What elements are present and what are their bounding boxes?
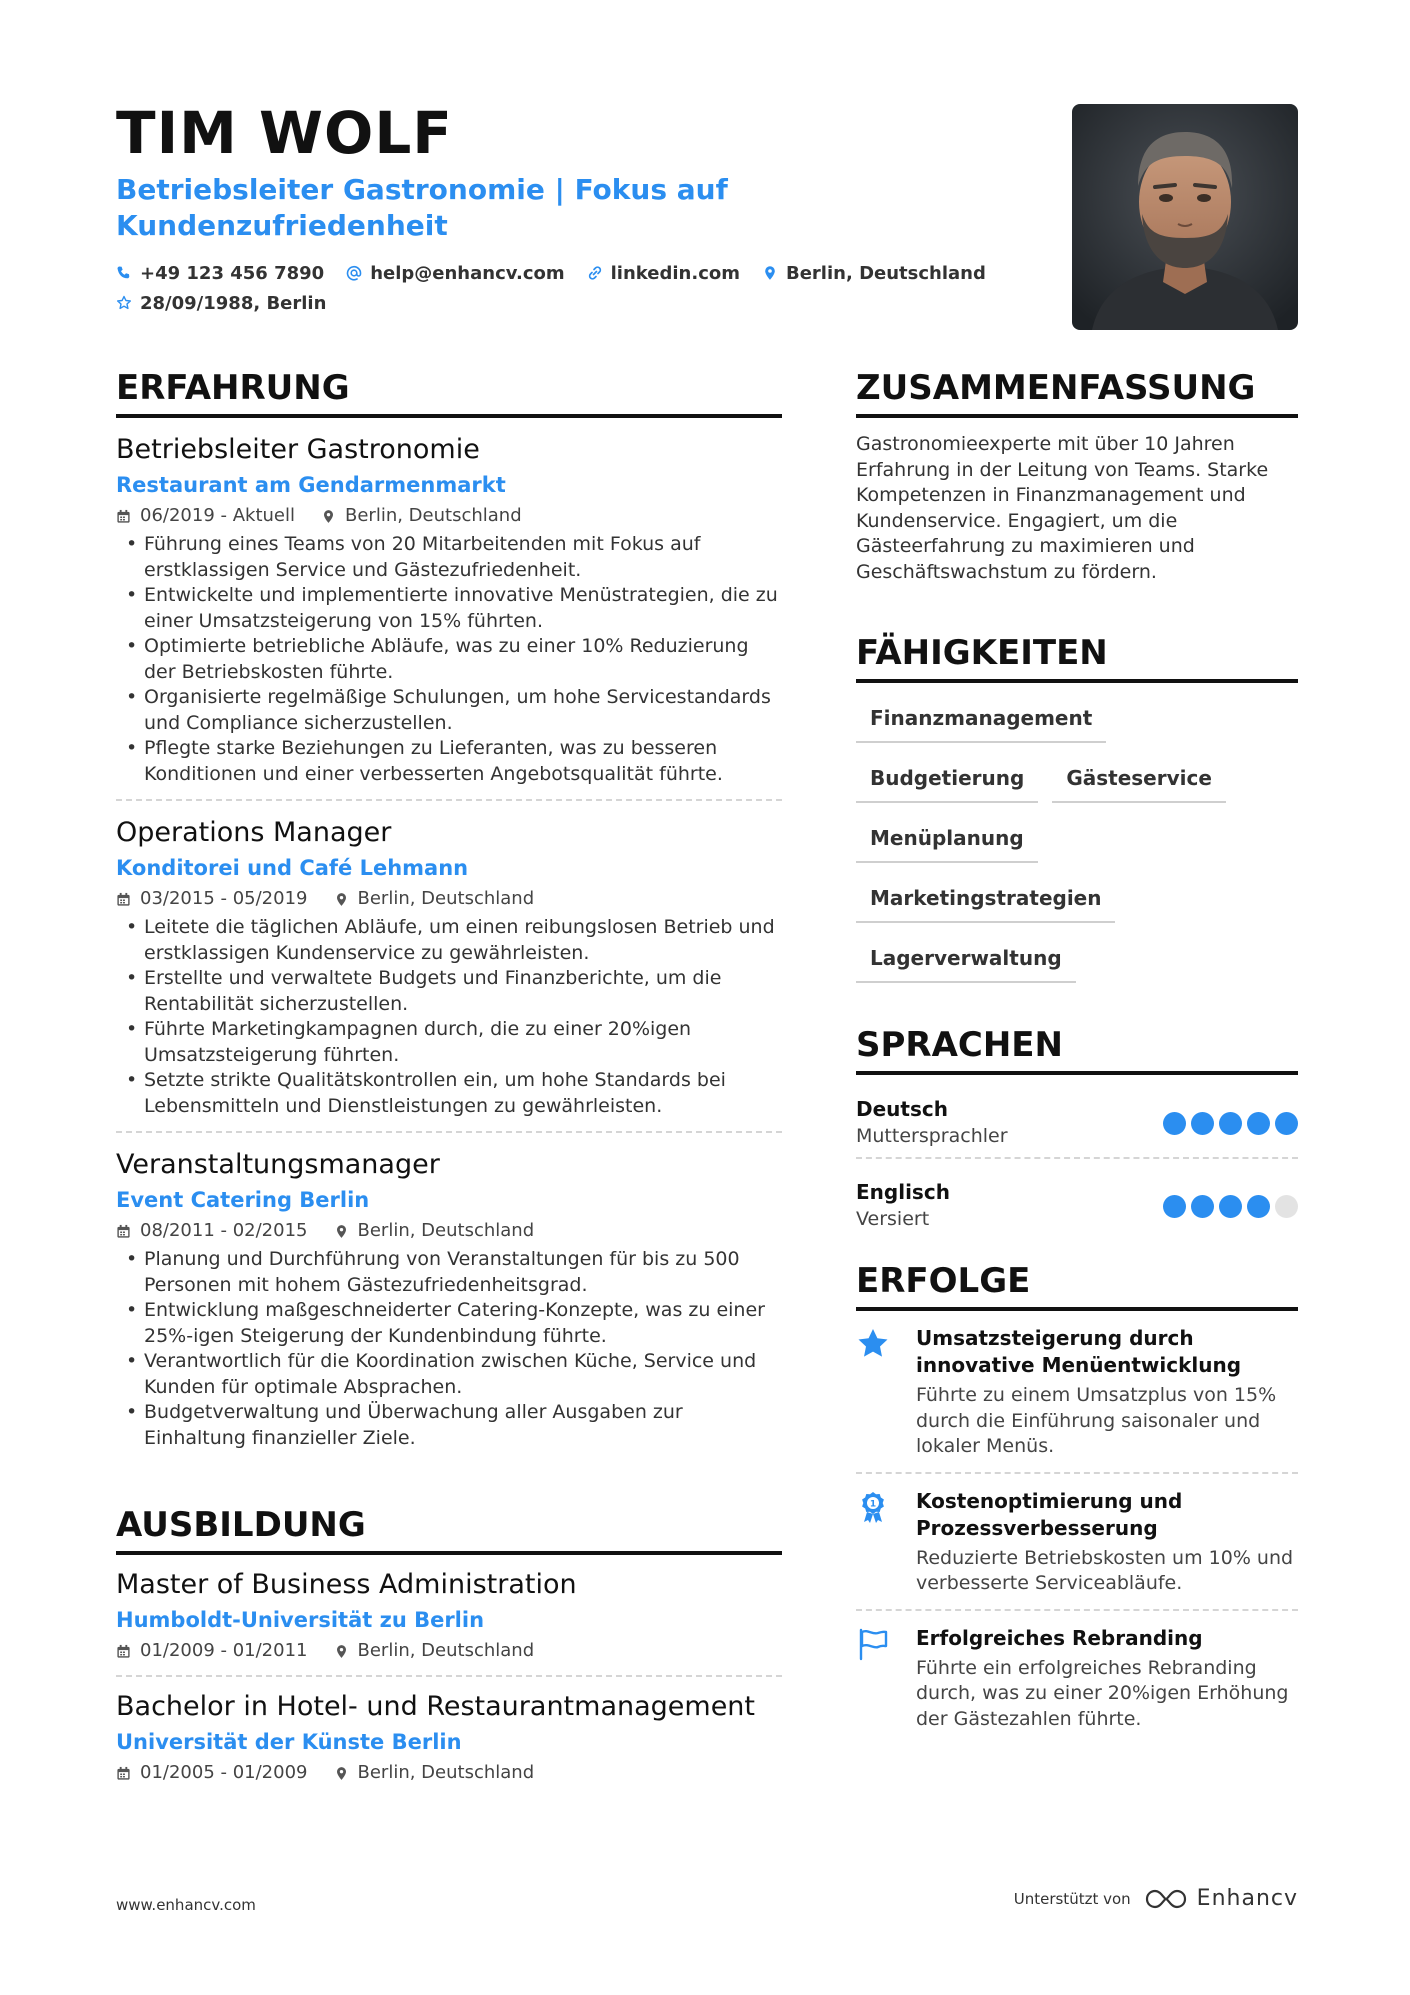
summary-section-title: ZUSAMMENFASSUNG [856,366,1298,418]
job-location: Berlin, Deutschland [345,505,522,526]
language-item [856,1157,1298,1239]
rating-dot-filled [1275,1112,1298,1135]
education-section-title: AUSBILDUNG [116,1503,782,1555]
location-pin-icon [762,265,778,281]
achievement-item [856,1611,1298,1745]
achievement-title: Umsatzsteigerung durch innovative Menüentwicklung [916,1326,1242,1377]
language-name: Englisch [856,1180,950,1204]
job-bullet: • Pflegte starke Beziehungen zu Lieferanten, was zu besseren Konditionen und einer verbesserten Angebotsqualität führte. [116,736,782,787]
location-pin-icon [334,1224,349,1239]
calendar-icon [116,1766,131,1781]
job-meta [116,502,782,530]
calendar-icon [116,1644,131,1659]
job-dates: 06/2019 - Aktuell [140,505,295,526]
experience-item [116,801,782,1133]
calendar-icon [116,509,131,524]
location-pin-icon [334,1644,349,1659]
contact-info [116,258,1016,318]
achievement-item [856,1311,1298,1474]
job-bullet: • Entwicklung maßgeschneiderter Catering-Konzepte, was zu einer 25%-igen Steigerung der Kundenbindung führte. [116,1298,782,1349]
location-pin-icon [321,509,336,524]
job-bullet: • Planung und Durchführung von Veranstaltungen für bis zu 500 Personen mit hohem Gästezufriedenheitsgrad. [116,1247,782,1298]
right-column [856,366,1298,1744]
job-meta [116,1217,782,1245]
job-dates: 03/2015 - 05/2019 [140,888,308,909]
school-name: Universität der Künste Berlin [116,1730,462,1754]
award-ribbon-icon [856,1488,900,1597]
contact-birth-text: 28/09/1988, Berlin [140,292,327,314]
contact-birth [116,288,326,318]
left-column [116,366,782,1797]
skill-tag: Menüplanung [856,817,1038,863]
language-level: Muttersprachler [856,1125,1008,1147]
job-title: Operations Manager [116,817,392,848]
rating-dot-filled [1163,1112,1186,1135]
star-outline-icon [116,295,132,311]
rating-dot-filled [1163,1195,1186,1218]
education-meta [116,1759,782,1787]
company-name: Konditorei und Café Lehmann [116,856,469,880]
achievement-title: Erfolgreiches Rebranding [916,1625,1203,1650]
skill-tag: Finanzmanagement [856,697,1106,743]
star-icon [856,1325,900,1460]
achievement-description: Führte zu einem Umsatzplus von 15% durch die Einführung saisonaler und lokaler Menüs. [916,1384,1277,1457]
school-name: Humboldt-Universität zu Berlin [116,1608,485,1632]
language-rating [1158,1195,1298,1218]
language-name: Deutsch [856,1097,948,1121]
candidate-headline: Betriebsleiter Gastronomie | Fokus auf Kundenzufriedenheit [116,173,728,242]
company-name: Restaurant am Gendarmenmarkt [116,473,506,497]
job-location: Berlin, Deutschland [357,888,535,909]
location-pin-icon [334,1766,349,1781]
rating-dot-filled [1219,1112,1242,1135]
resume-header [116,100,1036,318]
calendar-icon [116,1224,131,1239]
skill-tag: Marketingstrategien [856,877,1115,923]
at-icon [346,265,362,281]
location-pin-icon [334,892,349,907]
job-bullet: • Verantwortlich für die Koordination zwischen Küche, Service und Kunden für optimale Absprachen. [116,1349,782,1400]
skills-list [856,697,1298,997]
job-bullet: • Entwickelte und implementierte innovative Menüstrategien, die zu einer Umsatzsteigerung von 15% führten. [116,583,782,634]
language-rating [1158,1112,1298,1135]
contact-phone-text: +49 123 456 7890 [140,262,325,284]
education-item [116,1555,782,1677]
summary-text: Gastronomieexperte mit über 10 Jahren Erfahrung in der Leitung von Teams. Starke Kompetenzen in Finanzmanagement und Kundenservice. Engagiert, um die Gästeerfahrung zu maximieren und Geschäftswachstum zu fördern. [856,433,1269,583]
contact-linkedin-text: linkedin.com [610,262,740,284]
job-title: Betriebsleiter Gastronomie [116,434,480,465]
rating-dot-filled [1191,1112,1214,1135]
phone-icon [116,265,132,281]
footer-website[interactable]: www.enhancv.com [116,1896,256,1914]
job-dates: 08/2011 - 02/2015 [140,1220,308,1241]
job-bullets [116,1247,782,1451]
contact-linkedin[interactable] [587,258,740,288]
link-icon [587,265,603,281]
skill-tag: Gästeservice [1052,757,1226,803]
calendar-icon [116,892,131,907]
job-bullet: • Budgetverwaltung und Überwachung aller Ausgaben zur Einhaltung finanzieller Ziele. [116,1400,782,1451]
achievement-title: Kostenoptimierung und Prozessverbesserung [916,1488,1183,1540]
job-bullet: • Erstellte und verwaltete Budgets und Finanzberichte, um die Rentabilität sicherzustellen. [116,966,782,1017]
degree-title: Master of Business Administration [116,1569,577,1600]
skill-tag: Budgetierung [856,757,1038,803]
education-dates: 01/2005 - 01/2009 [140,1762,308,1783]
degree-title: Bachelor in Hotel- und Restaurantmanagement [116,1691,756,1722]
candidate-name: TIM WOLF [116,99,453,167]
contact-location [762,258,986,288]
experience-section-title: ERFAHRUNG [116,366,782,418]
language-level: Versiert [856,1208,930,1230]
education-location: Berlin, Deutschland [357,1762,535,1783]
job-bullet: • Führte Marketingkampagnen durch, die zu einer 20%igen Umsatzsteigerung führten. [116,1017,782,1068]
contact-phone[interactable] [116,258,324,288]
skill-tag: Lagerverwaltung [856,937,1076,983]
rating-dot-filled [1247,1112,1270,1135]
job-bullet: • Leitete die täglichen Abläufe, um einen reibungslosen Betrieb und erstklassigen Kundenservice zu gewährleisten. [116,915,782,966]
flag-icon [856,1625,900,1733]
job-bullets [116,532,782,787]
enhancv-brand-text: Enhancv [1196,1886,1298,1911]
powered-by-label: Unterstützt von [1013,1889,1131,1908]
job-title: Veranstaltungsmanager [116,1149,440,1180]
contact-email[interactable] [346,258,564,288]
company-name: Event Catering Berlin [116,1188,370,1212]
achievement-description: Führte ein erfolgreiches Rebranding durch, was zu einer 20%igen Erhöhung der Gästezahlen führte. [916,1656,1289,1730]
languages-section-title: SPRACHEN [856,1023,1298,1075]
achievement-description: Reduzierte Betriebskosten um 10% und verbesserte Serviceabläufe. [916,1546,1294,1594]
job-bullets [116,915,782,1119]
rating-dot-filled [1247,1195,1270,1218]
job-bullet: • Setzte strikte Qualitätskontrollen ein, um hohe Standards bei Lebensmitteln und Dienstleistungen zu gewährleisten. [116,1068,782,1119]
job-bullet: • Organisierte regelmäßige Schulungen, um hohe Servicestandards und Compliance sicherzustellen. [116,685,782,736]
job-bullet: • Optimierte betriebliche Abläufe, was zu einer 10% Reduzierung der Betriebskosten führte. [116,634,782,685]
job-meta [116,885,782,913]
achievements-section-title: ERFOLGE [856,1259,1298,1311]
education-meta [116,1637,782,1665]
job-location: Berlin, Deutschland [357,1220,535,1241]
education-location: Berlin, Deutschland [357,1640,535,1661]
rating-dot-empty [1275,1195,1298,1218]
education-dates: 01/2009 - 01/2011 [140,1640,308,1661]
profile-photo [1072,104,1298,330]
footer-branding [1014,1886,1298,1911]
education-item [116,1677,782,1797]
rating-dot-filled [1219,1195,1242,1218]
svg-text:1: 1 [869,1499,877,1509]
contact-location-text: Berlin, Deutschland [786,262,986,284]
job-bullet: • Führung eines Teams von 20 Mitarbeitenden mit Fokus auf erstklassigen Service und Gästezufriedenheit. [116,532,782,583]
experience-item [116,1133,782,1463]
enhancv-logo-icon [1143,1887,1189,1911]
rating-dot-filled [1191,1195,1214,1218]
language-item [856,1075,1298,1157]
contact-email-text: help@enhancv.com [370,262,565,284]
skills-section-title: FÄHIGKEITEN [856,631,1298,683]
experience-item [116,418,782,801]
achievement-item [856,1474,1298,1611]
